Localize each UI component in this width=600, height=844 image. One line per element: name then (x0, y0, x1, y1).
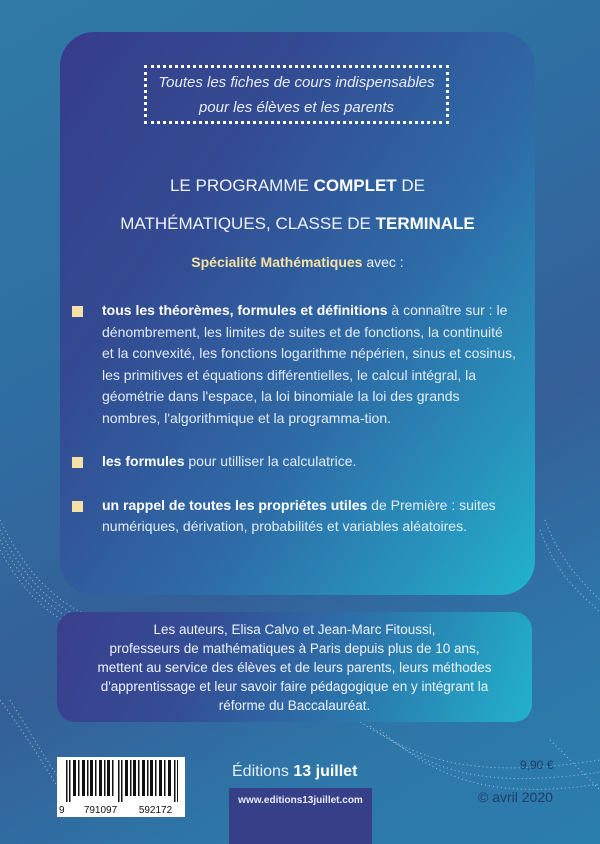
feature-text: à connaître sur : le dénombrement, les limites de suites et de fonctions, la continuité et la convexité, les fonctions logarithme népérien, sinus et cosinus, les primitives et équations différentielles, le calcul intégral, la géométrie dans l'espace, la loi binomiale la loi des grands nombres, l'algorithmique et la programma-tion. (102, 302, 517, 426)
authors-line-3: mettent au service des élèves et de leurs parents, leurs méthodes (97, 659, 492, 675)
authors-line-1: Les auteurs, Elisa Calvo et Jean-Marc Fitoussi, (153, 621, 436, 637)
feature-text: pour utilliser la calculatrice. (184, 453, 357, 469)
feature-text: de Première : suites numériques, dérivation, probabilités et variables aléatoires. (102, 496, 496, 534)
feature-bold: un rappel de toutes les propriétes utiles (102, 496, 368, 513)
isbn-digit-group-1: 791097 (83, 805, 118, 816)
specialty-line (60, 254, 535, 270)
headline-text: DE (396, 176, 426, 195)
square-bullet-icon (72, 306, 83, 317)
publisher-prefix: Éditions (232, 763, 294, 780)
isbn-digit-group-2: 592172 (138, 805, 173, 816)
headline-line-1 (60, 176, 535, 196)
authors-line-5: réforme du Baccalauréat. (218, 697, 371, 713)
square-bullet-icon (72, 501, 83, 512)
feature-list (72, 300, 517, 560)
authors-line-4: d'apprentissage et leur savoir faire pédagogique en y intégrant la (100, 678, 489, 694)
headline-line-2 (60, 214, 535, 234)
isbn-digit-prefix: 9 (59, 805, 65, 816)
publisher-url[interactable]: www.editions13juillet.com (238, 795, 363, 806)
barcode-bars-icon (66, 760, 178, 802)
publisher-bold: 13 juillet (293, 763, 358, 780)
square-bullet-icon (72, 457, 83, 468)
feature-item (72, 451, 517, 473)
feature-item (72, 300, 517, 429)
copyright: © avril 2020 (478, 789, 553, 805)
headline-text: LE PROGRAMME (169, 176, 314, 195)
headline-bold: TERMINALE (375, 214, 475, 233)
feature-bold: les formules (102, 453, 185, 469)
tagline-box (144, 65, 449, 124)
tagline-line-2: pour les élèves et les parents (198, 98, 395, 116)
isbn-digits (59, 805, 183, 816)
publisher-url-box (229, 788, 372, 844)
main-card (60, 32, 535, 595)
publisher-name (232, 763, 357, 781)
price: 9,90 € (520, 758, 554, 772)
authors-card (57, 612, 532, 722)
feature-bold: tous les théorèmes, formules et définitions (102, 302, 388, 318)
tagline-line-1: Toutes les fiches de cours indispensables (158, 73, 435, 91)
authors-line-2: professeurs de mathématiques à Paris depuis plus de 10 ans, (109, 640, 480, 656)
feature-item (72, 495, 517, 538)
isbn-barcode (57, 757, 185, 817)
specialty-suffix: avec : (362, 254, 404, 270)
headline-text: MATHÉMATIQUES, CLASSE DE (120, 214, 376, 233)
specialty-label: Spécialité Mathématiques (191, 254, 363, 270)
headline-bold: COMPLET (313, 176, 397, 195)
